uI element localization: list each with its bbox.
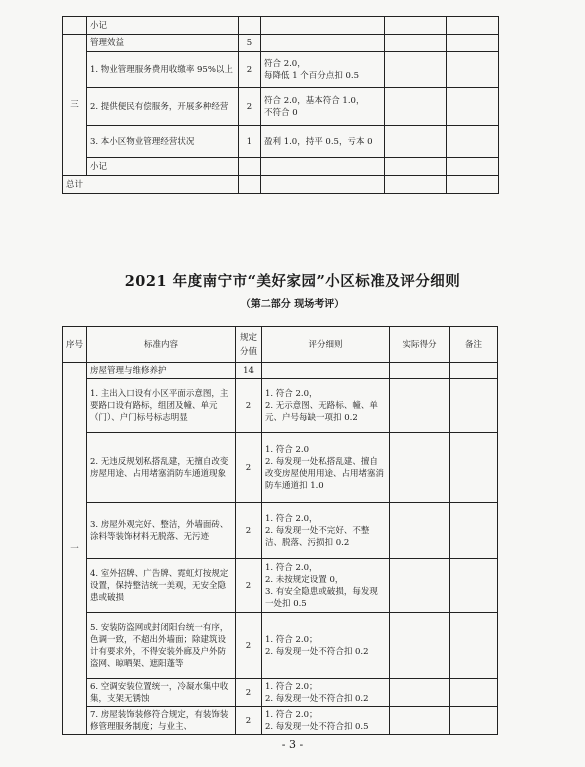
header-no: 序号 — [63, 327, 87, 363]
subtotal-label: 小记 — [87, 17, 239, 35]
content-cell: 6. 空调安装位置统一，冷凝水集中收集，支架无锈蚀 — [87, 679, 236, 707]
subtotal-label: 小记 — [87, 158, 239, 176]
detail-cell: 1. 符合 2.0， 2. 未按规定设置 0， 3. 有安全隐患或破损，每发现一处扣 0.5 — [262, 559, 390, 613]
table-row — [63, 363, 498, 379]
category-label: 房屋管理与维修养护 — [87, 363, 236, 379]
score-cell: 2 — [236, 503, 262, 559]
page-number: - 3 - — [281, 738, 304, 751]
score-cell: 2 — [236, 379, 262, 433]
document-subtitle: （第二部分 现场考评） — [240, 299, 345, 310]
content-cell: 4. 室外招牌、广告牌、霓虹灯按规定设置，保持整洁统一美观，无安全隐患或破损 — [87, 559, 236, 613]
table-header-row — [63, 327, 498, 363]
table-row — [63, 613, 498, 679]
table-row — [63, 52, 499, 88]
table-row — [63, 158, 499, 176]
score-cell: 2 — [236, 559, 262, 613]
content-cell: 7. 房屋装饰装修符合规定，有装饰装修管理服务制度；与业主、 — [87, 707, 236, 735]
table-row — [63, 707, 498, 735]
table-row — [63, 126, 499, 158]
item-cell: 3. 本小区物业管理经营状况 — [87, 126, 239, 158]
main-table — [62, 326, 498, 735]
table-row — [63, 679, 498, 707]
table-row — [63, 559, 498, 613]
score-cell: 2 — [239, 88, 261, 126]
table-row — [63, 503, 498, 559]
detail-cell: 1. 符合 2.0， 2. 每发现一处不完好、不整洁、脱落、污损扣 0.2 — [262, 503, 390, 559]
score-cell: 2 — [236, 613, 262, 679]
category-label: 管理效益 — [87, 35, 239, 52]
table-row — [63, 176, 499, 194]
detail-cell: 符合 2.0， 每降低 1 个百分点扣 0.5 — [261, 52, 385, 88]
detail-cell: 1. 符合 2.0， 2. 无示意图、无路标、幢、单元、户号每缺一项扣 0.2 — [262, 379, 390, 433]
score-cell: 2 — [236, 433, 262, 503]
detail-cell: 盈利 1.0，持平 0.5，亏本 0 — [261, 126, 385, 158]
header-actual: 实际得分 — [390, 327, 450, 363]
table-row — [63, 35, 499, 52]
item-cell: 1. 物业管理服务费用收缴率 95%以上 — [87, 52, 239, 88]
section-number: 一 — [63, 363, 87, 735]
content-cell: 1. 主出入口设有小区平面示意图，主要路口设有路标，组团及幢、单元（门）、户门标号标志明显 — [87, 379, 236, 433]
detail-cell: 1. 符合 2.0； 2. 每发现一处不符合扣 0.5 — [262, 707, 390, 735]
content-cell: 5. 安装防盗网或封闭阳台统一有序，色调一致，不超出外墙面；除建筑设计有要求外，不得安装外廊及户外防盗网、晾晒架、遮阳蓬等 — [87, 613, 236, 679]
score-cell: 14 — [236, 363, 262, 379]
table-row — [63, 433, 498, 503]
score-cell: 2 — [236, 707, 262, 735]
content-cell: 2. 无违反规划私搭乱建，无擅自改变房屋用途、占用堵塞消防车通道现象 — [87, 433, 236, 503]
detail-cell: 1. 符合 2.0； 2. 每发现一处不符合扣 0.2 — [262, 613, 390, 679]
header-detail: 评分细则 — [262, 327, 390, 363]
header-content: 标准内容 — [87, 327, 236, 363]
score-cell: 2 — [239, 52, 261, 88]
content-cell: 3. 房屋外观完好、整洁，外墙面砖、涂料等装饰材料无脱落、无污迹 — [87, 503, 236, 559]
total-label: 总计 — [63, 176, 239, 194]
detail-cell: 1. 符合 2.0 2. 每发现一处私搭乱建、擅自改变房屋使用用途、占用堵塞消防车通道扣 1.0 — [262, 433, 390, 503]
score-cell: 1 — [239, 126, 261, 158]
document-title: 2021 年度南宁市“美好家园”小区标准及评分细则 — [124, 273, 461, 290]
table-row — [63, 88, 499, 126]
header-remark: 备注 — [450, 327, 498, 363]
detail-cell: 1. 符合 2.0； 2. 每发现一处不符合扣 0.2 — [262, 679, 390, 707]
item-cell: 2. 提供便民有偿服务，开展多种经营 — [87, 88, 239, 126]
top-table — [62, 16, 499, 194]
score-cell: 5 — [239, 35, 261, 52]
table-row — [63, 17, 499, 35]
header-score: 规定 分值 — [236, 327, 262, 363]
table-row — [63, 379, 498, 433]
score-cell: 2 — [236, 679, 262, 707]
section-number: 三 — [63, 35, 87, 176]
detail-cell: 符合 2.0，基本符合 1.0， 不符合 0 — [261, 88, 385, 126]
